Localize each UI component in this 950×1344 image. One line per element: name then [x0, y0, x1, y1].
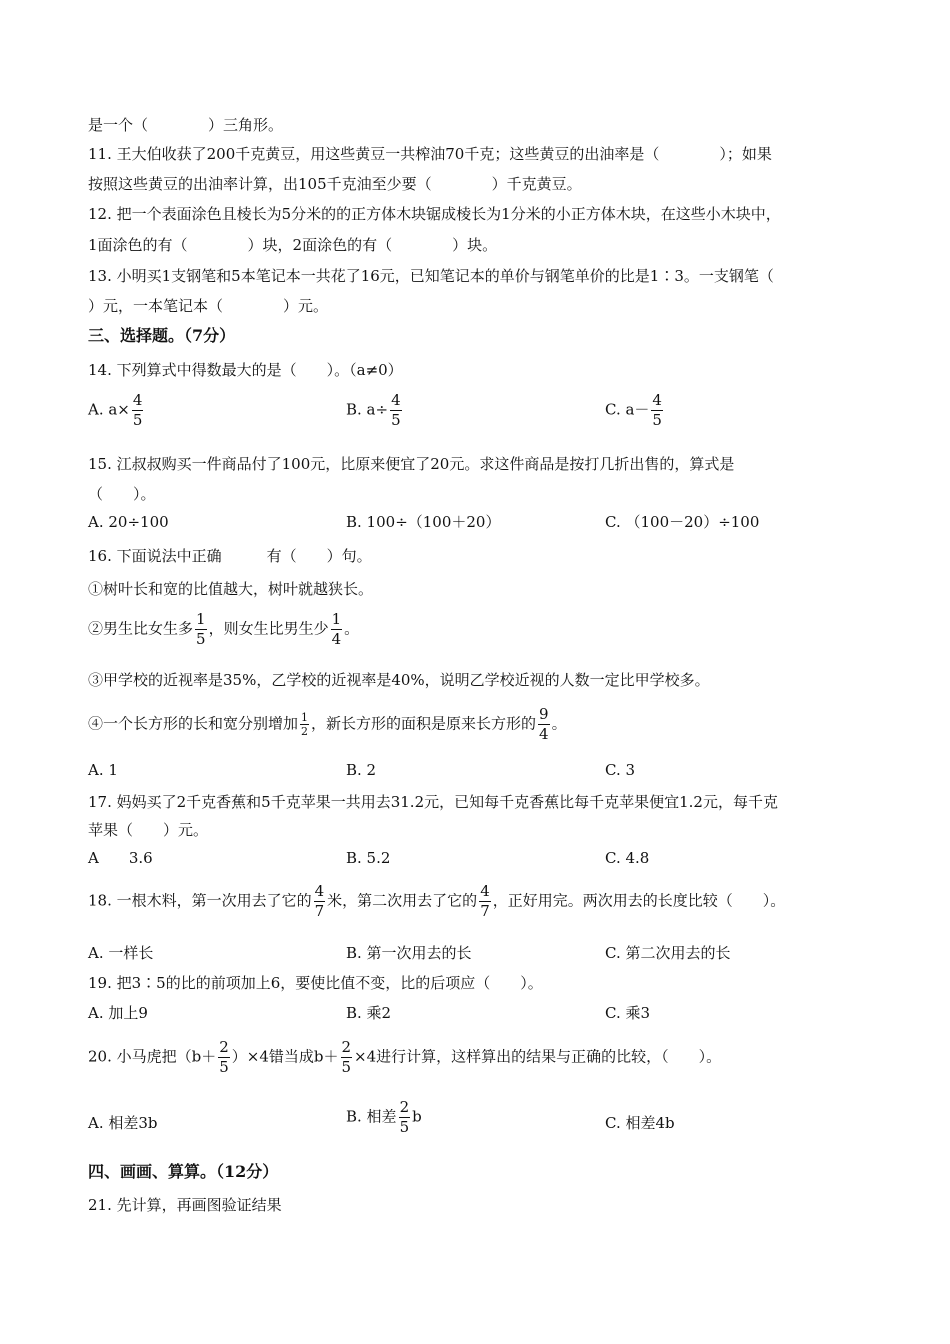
- q15-stem-2: （ ）。: [88, 485, 156, 503]
- q20-option-b[interactable]: B. 相差 $\frac{2}{5}$ b: [346, 1098, 422, 1136]
- q17-stem-2: 苹果（ ）元。: [88, 821, 209, 839]
- fraction-1-2: $\frac{1}{2}$: [301, 711, 309, 738]
- q19-option-a[interactable]: A. 加上9: [88, 1004, 148, 1022]
- q16-statement-1: ①树叶长和宽的比值越大，树叶就越狭长。: [88, 580, 374, 598]
- q16-option-b[interactable]: B. 2: [346, 761, 377, 779]
- q20-stem: 20. 小马虎把（b＋ $\frac{2}{5}$ ）×4错当成b＋ $\frac{2}{5}$ ×4进行计算，这样算出的结果与正确的比较，（ ）。: [88, 1038, 722, 1076]
- q19-option-b[interactable]: B. 乘2: [346, 1004, 392, 1022]
- q11-line2: 按照这些黄豆的出油率计算，出105千克油至少要（ ）千克黄豆。: [88, 175, 582, 193]
- q15-option-c[interactable]: C. （100－20）÷100: [605, 513, 760, 531]
- fraction-1-5: $\frac{1}{5}$: [196, 610, 206, 648]
- fraction-2-5: $\frac{2}{5}$: [341, 1038, 352, 1076]
- q12-line2: 1面涂色的有（ ）块，2面涂色的有（ ）块。: [88, 236, 498, 254]
- section-3-heading: 三、选择题。（7分）: [88, 326, 236, 345]
- q14-stem: 14. 下列算式中得数最大的是（ ）。（a≠0）: [88, 361, 403, 379]
- fraction-4-5: $\frac{4}{5}$: [391, 391, 401, 429]
- fraction-4-7: $\frac{4}{7}$: [314, 882, 325, 920]
- q17-option-b[interactable]: B. 5.2: [346, 849, 391, 867]
- q13-line1: 13. 小明买1支钢笔和5本笔记本一共花了16元，已知笔记本的单价与钢笔单价的比是1∶3。一支钢笔（: [88, 267, 774, 285]
- fraction-1-4: $\frac{1}{4}$: [331, 610, 342, 648]
- q17-stem: 17. 妈妈买了2千克香蕉和5千克苹果一共用去31.2元，已知每千克香蕉比每千克苹果便宜1.2元，每千克: [88, 793, 778, 811]
- q18-option-a[interactable]: A. 一样长: [88, 944, 154, 962]
- q18-option-c[interactable]: C. 第二次用去的长: [605, 944, 731, 962]
- q10-tail: 是一个（ ）三角形。: [88, 116, 284, 134]
- q21-stem: 21. 先计算，再画图验证结果: [88, 1196, 282, 1214]
- q20-option-c[interactable]: C. 相差4b: [605, 1114, 675, 1132]
- fraction-4-5: $\frac{4}{5}$: [652, 391, 662, 429]
- q16-option-c[interactable]: C. 3: [605, 761, 636, 779]
- q16-statement-2: ②男生比女生多 $\frac{1}{5}$ ，则女生比男生少 $\frac{1}{4}$ 。: [88, 610, 360, 648]
- q12-line1: 12. 把一个表面涂色且棱长为5分米的的正方体木块锯成棱长为1分米的小正方体木块，在这些小木块中，: [88, 205, 781, 223]
- q15-option-a[interactable]: A. 20÷100: [88, 513, 169, 531]
- q14-option-a[interactable]: A. a× $\frac{4}{5}$: [88, 391, 143, 429]
- fraction-4-5: $\frac{4}{5}$: [132, 391, 143, 429]
- fraction-4-7: $\frac{4}{7}$: [480, 882, 490, 920]
- q20-option-a[interactable]: A. 相差3b: [88, 1114, 158, 1132]
- q16-stem: 16. 下面说法中正确 有（ ）句。: [88, 547, 372, 565]
- q13-line2: ）元，一本笔记本（ ）元。: [88, 297, 329, 315]
- fraction-2-5: $\frac{2}{5}$: [399, 1098, 410, 1136]
- section-4-heading: 四、画画、算算。（12分）: [88, 1162, 279, 1181]
- q11-line1: 11. 王大伯收获了200千克黄豆，用这些黄豆一共榨油70千克；这些黄豆的出油率是（ ）；如果: [88, 145, 772, 163]
- q18-stem: 18. 一根木料，第一次用去了它的 $\frac{4}{7}$ 米，第二次用去了它的 $\frac{4}{7}$ ，正好用完。两次用去的长度比较（ ）。: [88, 882, 786, 920]
- q19-option-c[interactable]: C. 乘3: [605, 1004, 651, 1022]
- q17-option-c[interactable]: C. 4.8: [605, 849, 650, 867]
- q16-option-a[interactable]: A. 1: [88, 761, 118, 779]
- q15-option-b[interactable]: B. 100÷（100＋20）: [346, 513, 501, 531]
- q15-stem: 15. 江叔叔购买一件商品付了100元，比原来便宜了20元。求这件商品是按打几折出售的，算式是: [88, 455, 735, 473]
- q14-option-c[interactable]: C. a－ $\frac{4}{5}$: [605, 391, 662, 429]
- q14-option-b[interactable]: B. a÷ $\frac{4}{5}$: [346, 391, 401, 429]
- q17-option-a[interactable]: A 3.6: [88, 849, 153, 867]
- q16-statement-4: ④一个长方形的长和宽分别增加 $\frac{1}{2}$ ，新长方形的面积是原来长方形的 $\frac{9}{4}$ 。: [88, 705, 567, 743]
- q18-option-b[interactable]: B. 第一次用去的长: [346, 944, 472, 962]
- q16-statement-3: ③甲学校的近视率是35%，乙学校的近视率是40%，说明乙学校近视的人数一定比甲学校多。: [88, 671, 710, 689]
- q19-stem: 19. 把3∶5的比的前项加上6，要使比值不变，比的后项应（ ）。: [88, 974, 543, 992]
- fraction-9-4: $\frac{9}{4}$: [539, 705, 549, 743]
- fraction-2-5: $\frac{2}{5}$: [219, 1038, 229, 1076]
